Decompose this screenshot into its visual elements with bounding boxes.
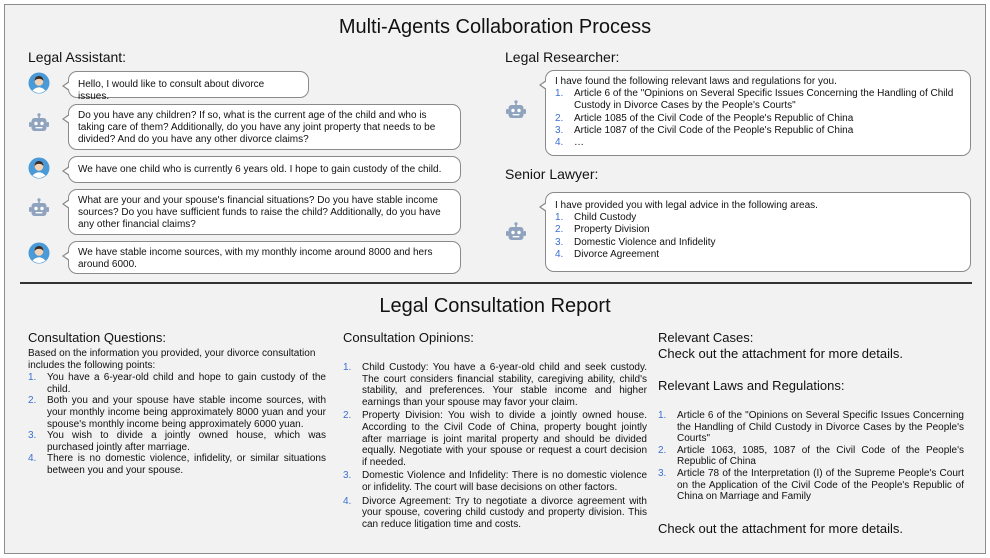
list-item: 3. Domestic Violence and Infidelity: There is no domestic violence or infidelity. The court will base decisions on other factors. (343, 470, 647, 493)
list-item: 3. Domestic Violence and Infidelity (555, 236, 716, 248)
robot-icon (505, 100, 527, 122)
list-item: 2. Article 1063, 1085, 1087 of the Civil Code of the People's Republic of China (658, 444, 964, 468)
process-title: Multi-Agents Collaboration Process (338, 16, 652, 38)
robot-icon (28, 198, 50, 220)
researcher-intro: I have found the following relevant laws and regulations for you. (555, 76, 837, 87)
lawyer-intro: I have provided you with legal advice in the following areas. (555, 200, 818, 211)
list-item: 1. Child Custody: You have a 6-year-old child and seek custody. The court considers financial stability, caregiving ability, child's stability, and preferences. Your stable income and higher earnings than your spouse may favor your claim. (343, 362, 647, 408)
list-item: 1. Article 6 of the "Opinions on Several Specific Issues Concerning the Handling of Child Custody in Divorce Cases by the People's Courts" (658, 410, 964, 445)
chat-message-1: Hello, I would like to consult about divorce issues. (68, 71, 309, 98)
robot-icon (505, 222, 527, 244)
list-item: 1. Article 6 of the "Opinions on Several Specific Issues Concerning the Handling of Child Custody in Divorce Cases by the People's Courts" (555, 88, 954, 112)
user-icon (28, 242, 50, 264)
laws-heading: Relevant Laws and Regulations: (658, 378, 845, 393)
cases-note: Check out the attachment for more details. (658, 346, 903, 361)
laws-note: Check out the attachment for more details. (658, 521, 903, 536)
questions-heading: Consultation Questions: (28, 330, 167, 345)
opinions-heading: Consultation Opinions: (343, 330, 474, 345)
chat-message-5: We have stable income sources, with my monthly income around 8000 and hers around 6000. (68, 241, 461, 274)
consultation-opinions (343, 330, 647, 530)
list-item: 4. Divorce Agreement: Try to negotiate a divorce agreement with your spouse, covering child custody and property division. This can reduce litigation time and costs. (343, 495, 647, 530)
list-item: 3. You wish to divide a jointly owned house, which was purchased jointly after marriage. (28, 430, 326, 453)
consultation-questions (28, 330, 326, 477)
list-item: 2. Property Division (555, 224, 650, 236)
chat-message-4: What are your and your spouse's financial situations? Do you have stable income sources? Do you have sufficient funds to raise the child? Additionally, do you have any other financial claims? (68, 189, 461, 235)
legal-researcher-label: Legal Researcher: (505, 49, 620, 65)
laws-attachment (658, 521, 964, 537)
list-item: 3. Article 1087 of the Civil Code of the People's Republic of China (555, 124, 854, 136)
robot-icon (28, 113, 50, 135)
list-item: 1. You have a 6-year-old child and hope to gain custody of the child. (28, 372, 326, 395)
list-item: 2. Property Division: You wish to divide a jointly owned house. According to the Civil Code of China, property bought jointly after marriage is joint marital property and should be divided equally. Negotiate with your spouse or request a court decision if needed. (343, 410, 647, 468)
list-item: 4. … (555, 137, 584, 149)
list-item: 4. Divorce Agreement (555, 248, 660, 260)
list-item: 4. There is no domestic violence, infidelity, or similar situations between you and your spouse. (28, 453, 326, 476)
report-title: Legal Consultation Report (379, 295, 611, 317)
user-icon (28, 157, 50, 179)
senior-lawyer-label: Senior Lawyer: (505, 166, 599, 182)
legal-assistant-label: Legal Assistant: (28, 49, 127, 65)
user-icon (28, 72, 50, 94)
list-item: 2. Article 1085 of the Civil Code of the People's Republic of China (555, 112, 854, 124)
list-item: 2. Both you and your spouse have stable income sources, with your monthly income being approximately 8000 yuan and your spouse's monthly income being approximately 6000 yuan. (28, 395, 326, 430)
cases-heading: Relevant Cases: (658, 330, 754, 345)
lawyer-message (545, 192, 971, 272)
relevant-laws (658, 378, 964, 503)
list-item: 3. Article 78 of the Interpretation (I) of the Supreme People's Court on the Application of the Civil Code of the People's Republic of China on Marriage and Family (658, 467, 964, 503)
list-item: 1. Child Custody (555, 212, 637, 224)
questions-intro: Based on the information you provided, your divorce consultation includes the following points: (28, 348, 316, 371)
section-divider (20, 282, 972, 284)
chat-message-3: We have one child who is currently 6 years old. I hope to gain custody of the child. (68, 156, 461, 183)
relevant-cases (658, 330, 964, 362)
researcher-message (545, 70, 971, 156)
chat-message-2: Do you have any children? If so, what is the current age of the child and who is taking care of them? Additionally, do you have any joint property that needs to be divided? And do you have any other divorce claims? (68, 104, 461, 150)
